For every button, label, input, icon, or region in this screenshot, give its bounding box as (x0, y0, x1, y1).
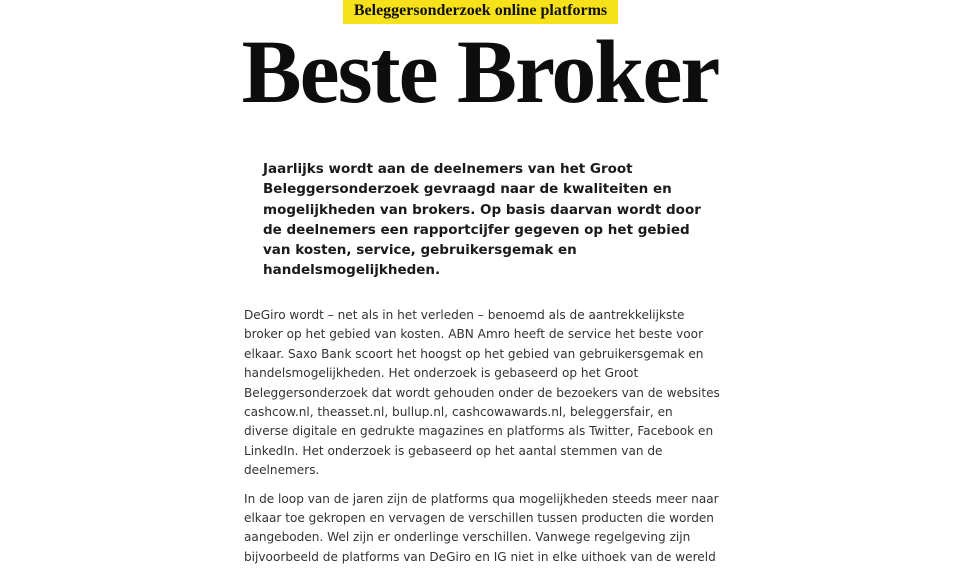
article-paragraph: In de loop van de jaren zijn de platforms qua mogelijkheden steeds meer naar elkaar toe gekropen en vervagen de verschillen tussen producten die worden aangeboden. Wel zijn er onderlinge verschillen. Vanwege regelgeving zijn bijvoorbeeld de platforms van DeGiro en IG niet in elke uithoek van de wereld (244, 491, 719, 564)
section-tag: Beleggersonderzoek online platforms (343, 0, 618, 24)
article-paragraph: DeGiro wordt – net als in het verleden – benoemd als de aantrekkelijkste broker op het gebied van kosten. ABN Amro heeft de service het beste voor elkaar. Saxo Bank scoort het hoogst op het gebied van gebruikersgemak en handelsmogelijkheden. Het onderzoek is gebaseerd op het Groot Beleggersonderzoek dat wordt gehouden onder de bezoekers van de websites cashcow.nl, theasset.nl, bullup.nl, cashcowawards.nl, beleggersfair, en diverse digitale en gedrukte magazines en platforms als Twitter, Facebook en LinkedIn. Het onderzoek is gebaseerd op het aantal stemmen van de deelnemers. (244, 308, 720, 478)
page-title: Beste Broker (241, 23, 719, 122)
article-intro: Jaarlijks wordt aan de deelnemers van het Groot Beleggersonderzoek gevraagd naar de kwaliteiten en mogelijkheden van brokers. Op basis daarvan wordt door de deelnemers een rapportcijfer gegeven op het gebied van kosten, service, gebruikersgemak en handelsmogelijkheden. (263, 161, 701, 279)
article-body (244, 306, 720, 576)
